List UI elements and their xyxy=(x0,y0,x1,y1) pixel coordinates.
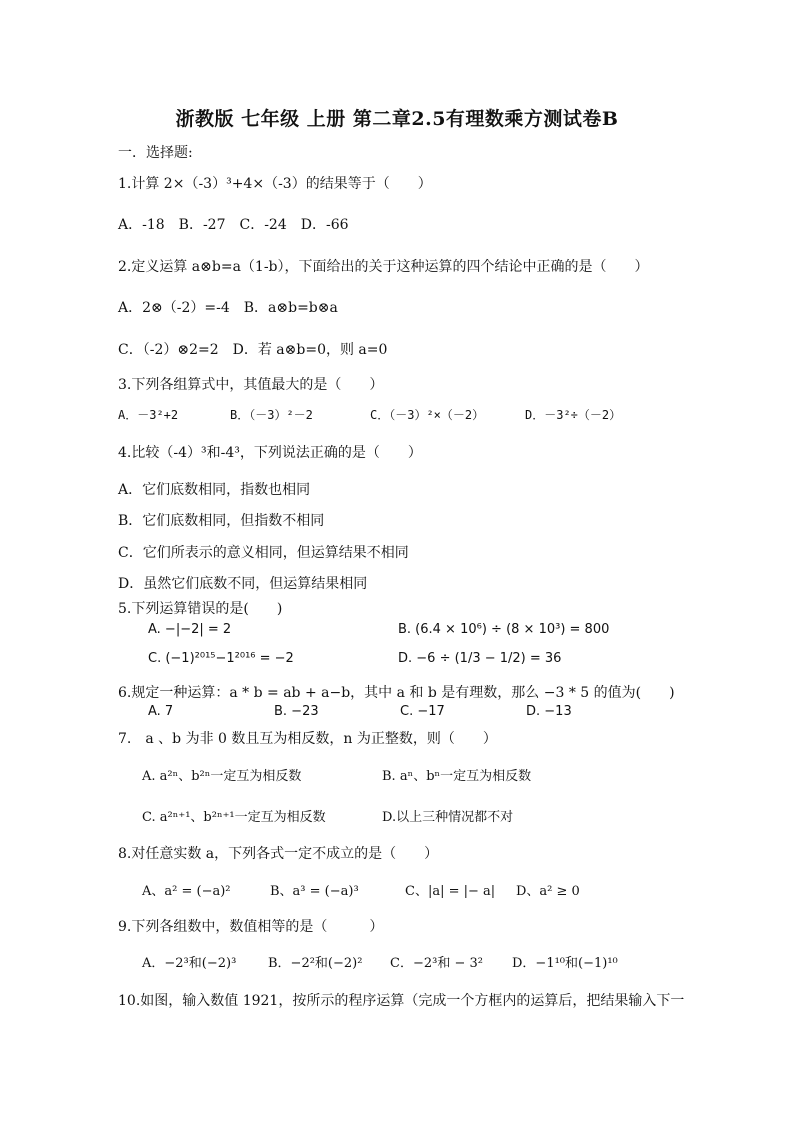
question-10-stem: 10.如图，输入数值 1921，按所示的程序运算（完成一个方框内的运算后，把结果输入下一 xyxy=(118,993,685,1009)
question-8-option-b: B、a³ = (−a)³ xyxy=(270,884,359,899)
question-8-option-d: D、a² ≥ 0 xyxy=(516,884,580,899)
question-9-option-c: C．−2³和 − 3² xyxy=(390,956,483,971)
question-5-stem: 5.下列运算错误的是( ) xyxy=(118,601,283,617)
question-9-option-a: A．−2³和(−2)³ xyxy=(142,956,237,971)
question-3-option-c: C．（－3）²×（－2） xyxy=(370,408,485,422)
question-6-option-c: C. −17 xyxy=(400,704,445,719)
question-5-option-c: C. (−1)²⁰¹⁵−1²⁰¹⁶ = −2 xyxy=(148,651,294,666)
question-1-options: A．-18 B．-27 C．-24 D．-66 xyxy=(118,217,349,233)
question-6-option-b: B. −23 xyxy=(274,704,319,719)
question-7-stem: 7. a 、b 为非 0 数且互为相反数，n 为正整数，则（ ） xyxy=(118,731,497,747)
question-3-option-b: B．（－3）²－2 xyxy=(230,408,313,422)
question-3-stem: 3.下列各组算式中，其值最大的是（ ） xyxy=(118,377,384,393)
question-6-option-d: D. −13 xyxy=(526,704,572,719)
question-1-stem: 1.计算 2×（-3）³+4×（-3）的结果等于（ ） xyxy=(118,176,432,192)
question-4-option-b: B．它们底数相同，但指数不相同 xyxy=(118,513,325,529)
question-6-option-a: A. 7 xyxy=(148,704,174,719)
question-2-options-ab: A．2⊗（-2）=-4 B．a⊗b=b⊗a xyxy=(118,300,338,316)
question-8-option-a: A、a² = (−a)² xyxy=(142,884,231,899)
question-3-option-a: A．－3²+2 xyxy=(118,408,179,422)
question-5-option-b: B. (6.4 × 10⁶) ÷ (8 × 10³) = 800 xyxy=(398,622,610,637)
question-9-stem: 9.下列各组数中，数值相等的是（ ） xyxy=(118,919,384,935)
question-9-option-d: D．−1¹⁰和(−1)¹⁰ xyxy=(512,956,618,971)
question-2-stem: 2.定义运算 a⊗b=a（1-b），下面给出的关于这种运算的四个结论中正确的是（ ） xyxy=(118,259,649,275)
question-7-option-a: A. a²ⁿ、b²ⁿ一定互为相反数 xyxy=(142,769,302,784)
question-8-stem: 8.对任意实数 a，下列各式一定不成立的是（ ） xyxy=(118,846,439,862)
question-2-options-cd: C．（-2）⊗2=2 D．若 a⊗b=0，则 a=0 xyxy=(118,342,388,358)
question-7-option-b: B. aⁿ、bⁿ一定互为相反数 xyxy=(382,769,532,784)
question-7-option-d: D.以上三种情况都不对 xyxy=(382,810,514,825)
page-title: 浙教版 七年级 上册 第二章2.5有理数乘方测试卷B xyxy=(175,108,619,130)
question-5-option-a: A. −|−2| = 2 xyxy=(148,622,232,637)
question-4-option-c: C．它们所表示的意义相同，但运算结果不相同 xyxy=(118,545,409,561)
question-9-option-b: B．−2²和(−2)² xyxy=(268,956,363,971)
question-4-option-a: A．它们底数相同，指数也相同 xyxy=(118,482,311,498)
section-heading: 一．选择题: xyxy=(118,145,193,161)
question-8-option-c: C、|a| = |− a| xyxy=(405,884,496,899)
question-6-stem: 6.规定一种运算：a * b = ab + a−b，其中 a 和 b 是有理数，那么 −3 * 5 的值为( ) xyxy=(118,685,675,701)
question-7-option-c: C. a²ⁿ⁺¹、b²ⁿ⁺¹一定互为相反数 xyxy=(142,810,326,825)
question-5-option-d: D. −6 ÷ (1/3 − 1/2) = 36 xyxy=(398,651,562,666)
question-4-option-d: D．虽然它们底数不同，但运算结果相同 xyxy=(118,576,368,592)
question-4-stem: 4.比较（-4）³和-4³，下列说法正确的是（ ） xyxy=(118,445,422,461)
question-3-option-d: D．－3²÷（－2） xyxy=(525,408,622,422)
